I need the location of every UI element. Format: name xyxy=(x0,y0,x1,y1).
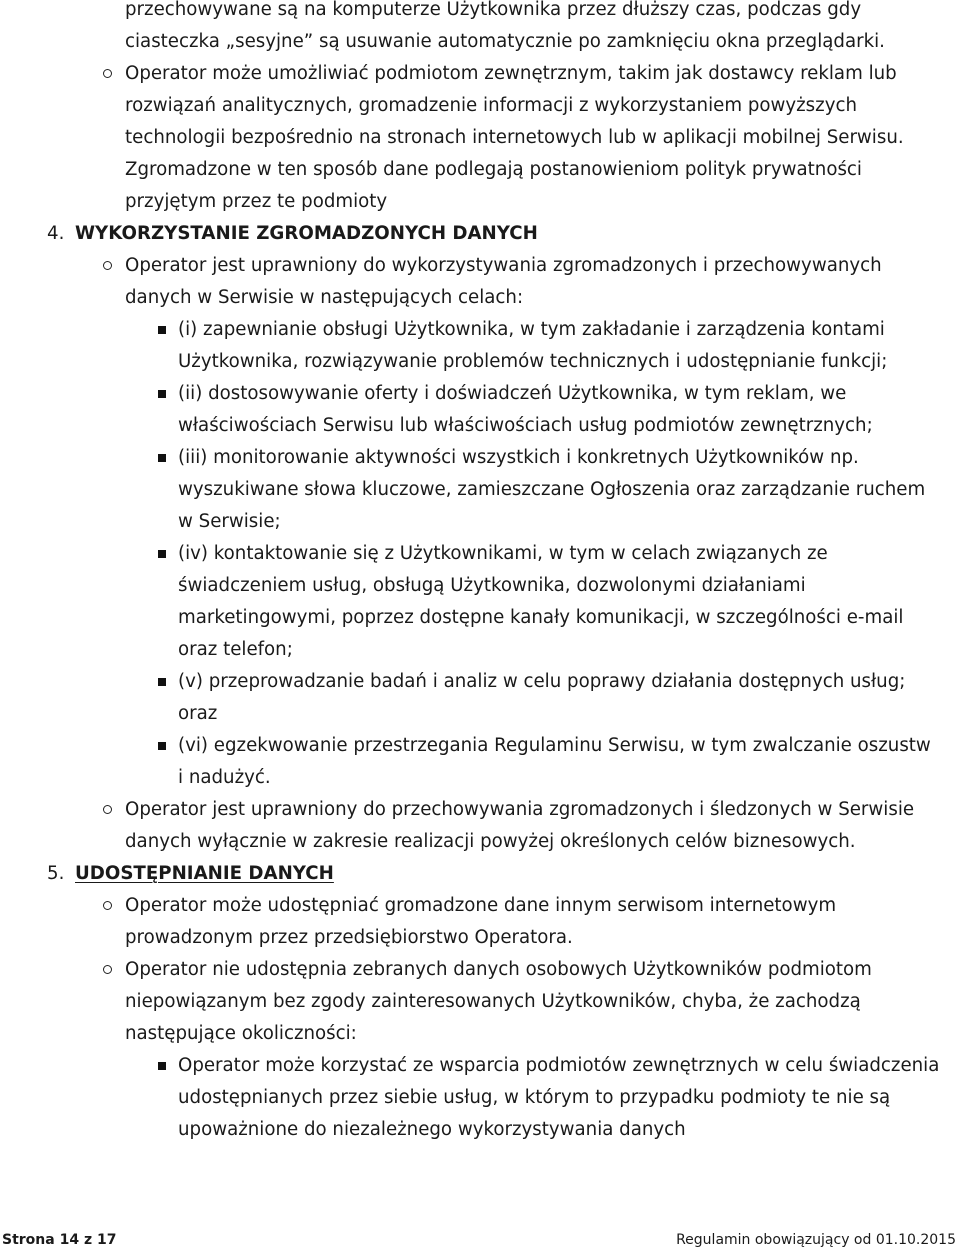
section-4-subitem-2 xyxy=(0,378,960,442)
section-4-number: 4. xyxy=(47,223,65,244)
section-4-subitem-text: (i) zapewnianie obsługi Użytkownika, w tym zakładanie i zarządzenia kontami Użytkownika, rozwiązywanie problemów technicznych i udostępnianie funkcji; xyxy=(178,319,888,372)
section-4-subitem-text: (vi) egzekwowanie przestrzegania Regulaminu Serwisu, w tym zwalczanie oszustw i nadużyć. xyxy=(178,735,931,788)
page-footer xyxy=(0,1230,960,1250)
section-4-subitem-5 xyxy=(0,666,960,730)
section-4-subitem-3 xyxy=(0,442,960,538)
page-number-label: Strona 14 z 17 xyxy=(2,1232,117,1248)
circle-bullet-icon xyxy=(103,805,112,814)
intro-bullet-text: Operator może umożliwiać podmiotom zewnętrznym, takim jak dostawcy reklam lub rozwiązań analitycznych, gromadzenie informacji z wykorzystaniem powyższych technologii bezpośrednio na stronach internetowych lub w aplikacji mobilnej Serwisu. Zgromadzone w ten sposób dane podlegają postanowieniom polityk prywatności przyjętym przez te podmioty xyxy=(125,63,904,212)
square-bullet-icon xyxy=(158,550,166,558)
square-bullet-icon xyxy=(158,390,166,398)
circle-bullet-icon xyxy=(103,261,112,270)
square-bullet-icon xyxy=(158,454,166,462)
intro-bullet xyxy=(0,58,960,218)
section-5-bullet-1-text: Operator może udostępniać gromadzone dane innym serwisom internetowym prowadzonym przez przedsiębiorstwo Operatora. xyxy=(125,895,837,948)
regulation-date-label: Regulamin obowiązujący od 01.10.2015 xyxy=(676,1232,956,1248)
section-4-bullet-2 xyxy=(0,794,960,858)
circle-bullet-icon xyxy=(103,965,112,974)
section-5-bullet-2 xyxy=(0,954,960,1050)
section-5-heading xyxy=(0,858,960,890)
section-5-number: 5. xyxy=(47,863,65,884)
section-4-bullet-1 xyxy=(0,250,960,314)
section-5-bullet-1 xyxy=(0,890,960,954)
section-4-subitem-text: (iii) monitorowanie aktywności wszystkich i konkretnych Użytkowników np. wyszukiwane słowa kluczowe, zamieszczane Ogłoszenia oraz zarządzanie ruchem w Serwisie; xyxy=(178,447,926,532)
section-4-heading xyxy=(0,218,960,250)
section-4-subitem-6 xyxy=(0,730,960,794)
circle-bullet-icon xyxy=(103,901,112,910)
section-4-subitem-text: (ii) dostosowywanie oferty i doświadczeń Użytkownika, w tym reklam, we właściwościach Serwisu lub właściwościach usług podmiotów zewnętrznych; xyxy=(178,383,873,436)
square-bullet-icon xyxy=(158,1062,166,1070)
section-4-subitem-1 xyxy=(0,314,960,378)
square-bullet-icon xyxy=(158,742,166,750)
section-4-bullet-1-text: Operator jest uprawniony do wykorzystywania zgromadzonych i przechowywanych danych w Serwisie w następujących celach: xyxy=(125,255,882,308)
circle-bullet-icon xyxy=(103,69,112,78)
section-5-bullet-2-text: Operator nie udostępnia zebranych danych osobowych Użytkowników podmiotom niepowiązanym bez zgody zainteresowanych Użytkowników, chyba, że zachodzą następujące okoliczności: xyxy=(125,959,872,1044)
section-4-subitem-text: (v) przeprowadzanie badań i analiz w celu poprawy działania dostępnych usług; oraz xyxy=(178,671,906,724)
section-5-subitem-1 xyxy=(0,1050,960,1146)
intro-continuation-text: przechowywane są na komputerze Użytkownika przez dłuższy czas, podczas gdy ciasteczka „sesyjne” są usuwanie automatycznie po zamknięciu okna przeglądarki. xyxy=(125,0,885,52)
square-bullet-icon xyxy=(158,678,166,686)
section-5-title: UDOSTĘPNIANIE DANYCH xyxy=(75,863,334,884)
section-4-subitem-text: (iv) kontaktowanie się z Użytkownikami, w tym w celach związanych ze świadczeniem usług, obsługą Użytkownika, dozwolonymi działaniami marketingowymi, poprzez dostępne kanały komunikacji, w szczególności e-mail oraz telefon; xyxy=(178,543,904,660)
section-5-subitem-text: Operator może korzystać ze wsparcia podmiotów zewnętrznych w celu świadczenia udostępnianych przez siebie usług, w którym to przypadku podmioty te nie są upoważnione do niezależnego wykorzystywania danych xyxy=(178,1055,940,1140)
section-4-title: WYKORZYSTANIE ZGROMADZONYCH DANYCH xyxy=(75,223,538,244)
section-4-subitem-4 xyxy=(0,538,960,666)
square-bullet-icon xyxy=(158,326,166,334)
section-4-bullet-2-text: Operator jest uprawniony do przechowywania zgromadzonych i śledzonych w Serwisie danych wyłącznie w zakresie realizacji powyżej określonych celów biznesowych. xyxy=(125,799,915,852)
